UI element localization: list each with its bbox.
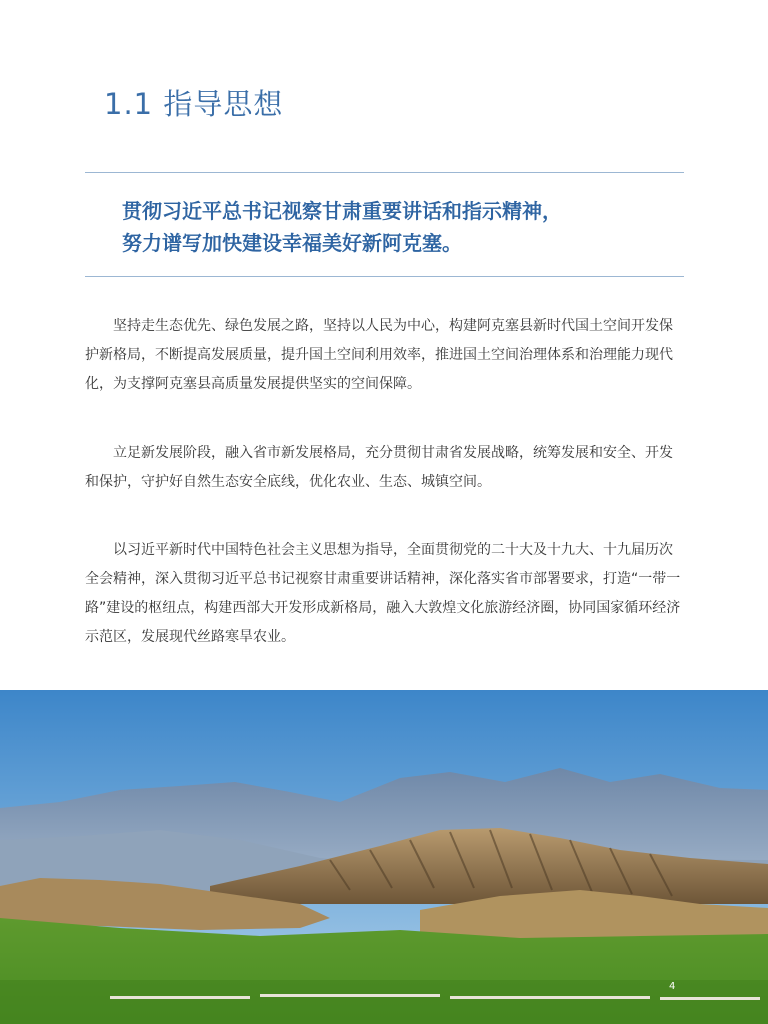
quote-line-2: 努力谱写加快建设幸福美好新阿克塞。 bbox=[122, 231, 462, 255]
paragraph-3: 以习近平新时代中国特色社会主义思想为指导，全面贯彻党的二十大及十九大、十九届历次全会精神，深入贯彻习近平总书记视察甘肃重要讲话精神，深化落实省市部署要求，打造“一带一路”建设的枢纽点，构建西部大开发形成新格局，融入大敦煌文化旅游经济圈，协同国家循环经济示范区，发展现代丝路寒旱农业。 bbox=[85, 542, 681, 645]
grassland-lower bbox=[0, 980, 768, 1024]
guiding-quote bbox=[122, 195, 682, 259]
paragraph-2: 立足新发展阶段，融入省市新发展格局，充分贯彻甘肃省发展战略，统筹发展和安全、开发和保护，守护好自然生态安全底线，优化农业、生态、城镇空间。 bbox=[85, 445, 673, 490]
divider-top bbox=[85, 172, 684, 173]
divider-bottom bbox=[85, 276, 684, 277]
section-title: 1.1 指导思想 bbox=[104, 87, 284, 121]
quote-line-1: 贯彻习近平总书记视察甘肃重要讲话和指示精神， bbox=[122, 199, 562, 223]
paragraph-1: 坚持走生态优先、绿色发展之路，坚持以人民为中心，构建阿克塞县新时代国土空间开发保护新格局，不断提高发展质量，提升国土空间利用效率，推进国土空间治理体系和治理能力现代化，为支撑阿克塞县高质量发展提供坚实的空间保障。 bbox=[85, 318, 673, 392]
page-number: 4 bbox=[669, 981, 676, 992]
landscape-photo bbox=[0, 690, 768, 1024]
